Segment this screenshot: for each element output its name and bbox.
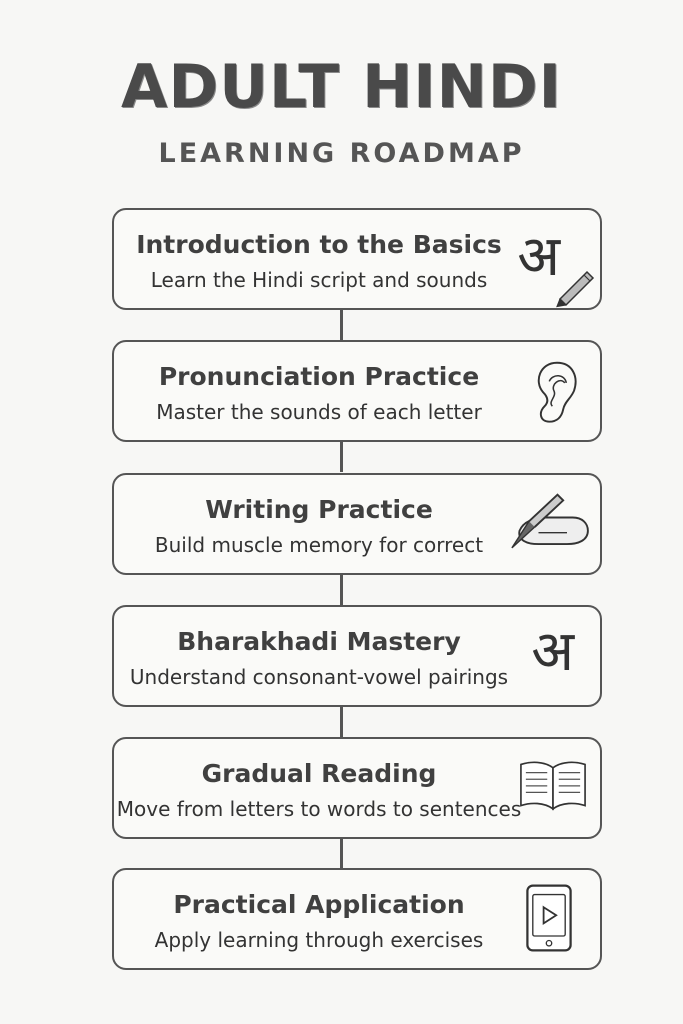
connector-line [340, 839, 343, 869]
step-title: Gradual Reading [201, 759, 437, 788]
pen-icon [554, 260, 614, 320]
roadmap-step-pronunciation [112, 340, 602, 442]
step-description: Learn the Hindi script and sounds [150, 268, 488, 292]
step-title: Bharakhadi Mastery [177, 627, 461, 656]
connector-line [340, 707, 343, 737]
step-description: Move from letters to words to sentences [116, 797, 522, 821]
connector-line [340, 442, 343, 472]
roadmap-step-bharakhadi [112, 605, 602, 707]
step-description: Build muscle memory for correct [154, 533, 484, 557]
devanagari-a-icon: अ [531, 619, 574, 684]
connector-line [340, 575, 343, 605]
step-title: Pronunciation Practice [158, 362, 480, 391]
roadmap-step-application [112, 868, 602, 970]
roadmap-step-reading [112, 737, 602, 839]
roadmap-step-basics [112, 208, 602, 310]
step-title: Writing Practice [205, 495, 433, 524]
step-description: Master the sounds of each letter [156, 400, 482, 424]
hand-writing-icon [500, 489, 596, 565]
open-book-icon [516, 755, 590, 815]
devanagari-a-icon: अ [517, 224, 560, 289]
connector-line [340, 310, 343, 340]
page-subtitle: LEARNING ROADMAP [158, 138, 525, 169]
ear-icon [526, 348, 588, 438]
step-description: Understand consonant-vowel pairings [129, 665, 509, 689]
tablet-play-icon [522, 882, 576, 954]
step-description: Apply learning through exercises [154, 928, 484, 952]
step-title: Practical Application [173, 890, 465, 919]
step-title: Introduction to the Basics [136, 230, 502, 259]
page-title: ADULT HINDI [121, 52, 562, 122]
roadmap-step-writing [112, 473, 602, 575]
